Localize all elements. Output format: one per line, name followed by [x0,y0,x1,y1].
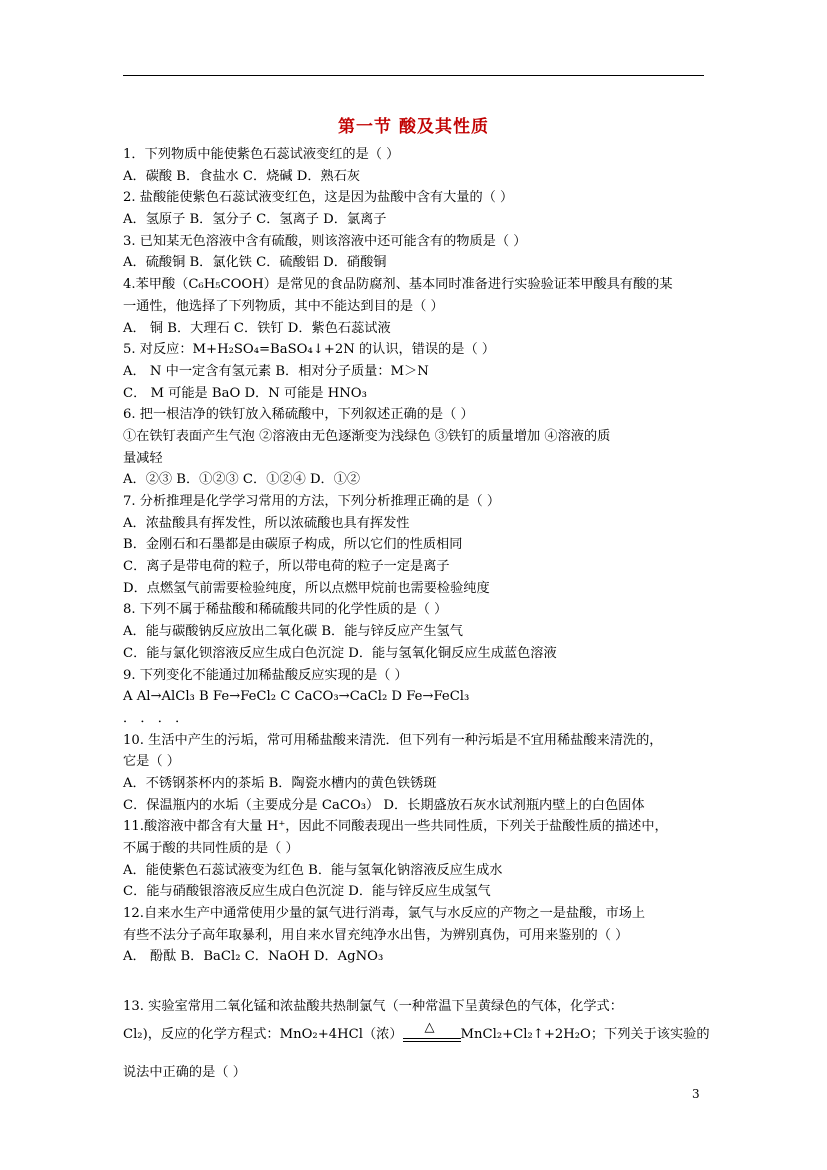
text-line: 有些不法分子高年取暴利，用自来水冒充纯净水出售，为辨别真伪，可用来鉴别的（ ） [123,927,629,943]
text-line: 3. 已知某无色溶液中含有硫酸，则该溶液中还可能含有的物质是（ ） [123,233,527,249]
q13-line-3: 说法中正确的是（ ） [123,1065,246,1080]
text-line: 一通性，他选择了下列物质，其中不能达到目的是（ ） [123,298,444,314]
text-line: 4.苯甲酸（C₆H₅COOH）是常见的食品防腐剂、基本同时准备进行实验验证苯甲酸具有酸的某 [123,277,673,293]
text-line: A．②③ B．①②③ C．①②④ D．①② [123,472,361,488]
text-line: 1．下列物质中能使紫色石蕊试液变红的是（ ） [123,147,400,162]
heat-condition-symbol: △ [424,1020,435,1035]
text-line: 6. 把一根洁净的铁钉放入稀硫酸中，下列叙述正确的是（ ） [123,407,474,423]
text-line: A． 铜 B．大理石 C．铁钉 D．紫色石蕊试液 [123,320,391,336]
header-rule [123,75,704,76]
text-line: A Al→AlCl₃ B Fe→FeCl₂ C CaCO₃→CaCl₂ D Fe→FeCl₃ [123,689,470,705]
text-line: A．碳酸 B．食盐水 C．烧碱 D．熟石灰 [123,168,361,184]
text-line: A．不锈钢茶杯内的茶垢 B．陶瓷水槽内的黄色铁锈斑 [123,775,437,791]
text-line: ． ． ． ． [123,710,189,726]
text-line: 12.自来水生产中通常使用少量的氯气进行消毒，氯气与水反应的产物之一是盐酸，市场上 [123,906,646,922]
text-line: A． 酚酞 B．BaCl₂ C．NaOH D．AgNO₃ [123,949,384,965]
text-line: 它是（ ） [123,754,180,770]
question-list [123,144,708,968]
text-line: A．能与碳酸钠反应放出二氧化碳 B．能与锌反应产生氢气 [123,624,463,640]
text-line: A． N 中一定含有氢元素 B．相对分子质量：M＞N [123,363,429,379]
text-line: A．浓盐酸具有挥发性，所以浓硫酸也具有挥发性 [123,515,410,531]
section-title: 第一节 酸及其性质 [338,117,489,137]
page-number: 3 [692,1087,700,1101]
text-line: 2. 盐酸能使紫色石蕊试液变红色，这是因为盐酸中含有大量的（ ） [123,190,514,206]
text-line: A．能使紫色石蕊试液变为红色 B．能与氢氧化钠溶液反应生成水 [123,862,503,878]
text-line: 8. 下列不属于稀盐酸和稀硫酸共同的化学性质的是（ ） [123,602,448,618]
text-line: ①在铁钉表面产生气泡 ②溶液由无色逐渐变为浅绿色 ③铁钉的质量增加 ④溶液的质 [123,428,611,444]
text-line: 11.酸溶液中都含有大量 H⁺，因此不同酸表现出一些共同性质，下列关于盐酸性质的描述中， [123,819,668,835]
text-line: A．氢原子 B．氢分子 C．氢离子 D．氯离子 [123,212,387,228]
q13-equation-left: Cl₂)，反应的化学方程式：MnO₂+4HCl（浓） [123,1027,403,1042]
text-line: B．金刚石和石墨都是由碳原子构成，所以它们的性质相同 [123,537,463,553]
text-line: 7. 分析推理是化学学习常用的方法，下列分析推理正确的是（ ） [123,494,501,509]
text-line: D．点燃氢气前需要检验纯度，所以点燃甲烷前也需要检验纯度 [123,580,490,596]
text-line: C．保温瓶内的水垢（主要成分是 CaCO₃） D．长期盛放石灰水试剂瓶内壁上的白色固体 [123,797,645,813]
text-line: C． M 可能是 BaO D．N 可能是 HNO₃ [123,385,367,401]
text-line: C．能与氯化钡溶液反应生成白色沉淀 D．能与氢氧化铜反应生成蓝色溶液 [123,645,557,661]
q13-equation-right: MnCl₂+Cl₂↑+2H₂O；下列关于该实验的 [460,1027,710,1042]
text-line: 9. 下列变化不能通过加稀盐酸反应实现的是（ ） [123,667,408,683]
text-line: C．离子是带电荷的粒子，所以带电荷的粒子一定是离子 [123,559,450,575]
text-line: 不属于酸的共同性质的是（ ） [123,841,299,856]
question-13 [123,996,708,1084]
text-line: 5. 对反应：M+H₂SO₄=BaSO₄↓+2N 的认识，错误的是（ ） [123,342,496,358]
q13-equation-line [123,1020,708,1060]
text-line: 量减轻 [123,450,163,466]
q13-line-1: 13. 实验室常用二氧化锰和浓盐酸共热制氯气（一种常温下呈黄绿色的气体，化学式： [123,999,623,1014]
text-line: C．能与硝酸银溶液反应生成白色沉淀 D．能与锌反应生成氢气 [123,884,491,900]
heating-arrow [403,1020,461,1050]
text-line: A．硫酸铜 B．氯化铁 C．硫酸铝 D．硝酸铜 [123,255,387,271]
text-line: 10. 生活中产生的污垢，常可用稀盐酸来清洗．但下列有一种污垢是不宜用稀盐酸来清洗的， [123,732,663,748]
